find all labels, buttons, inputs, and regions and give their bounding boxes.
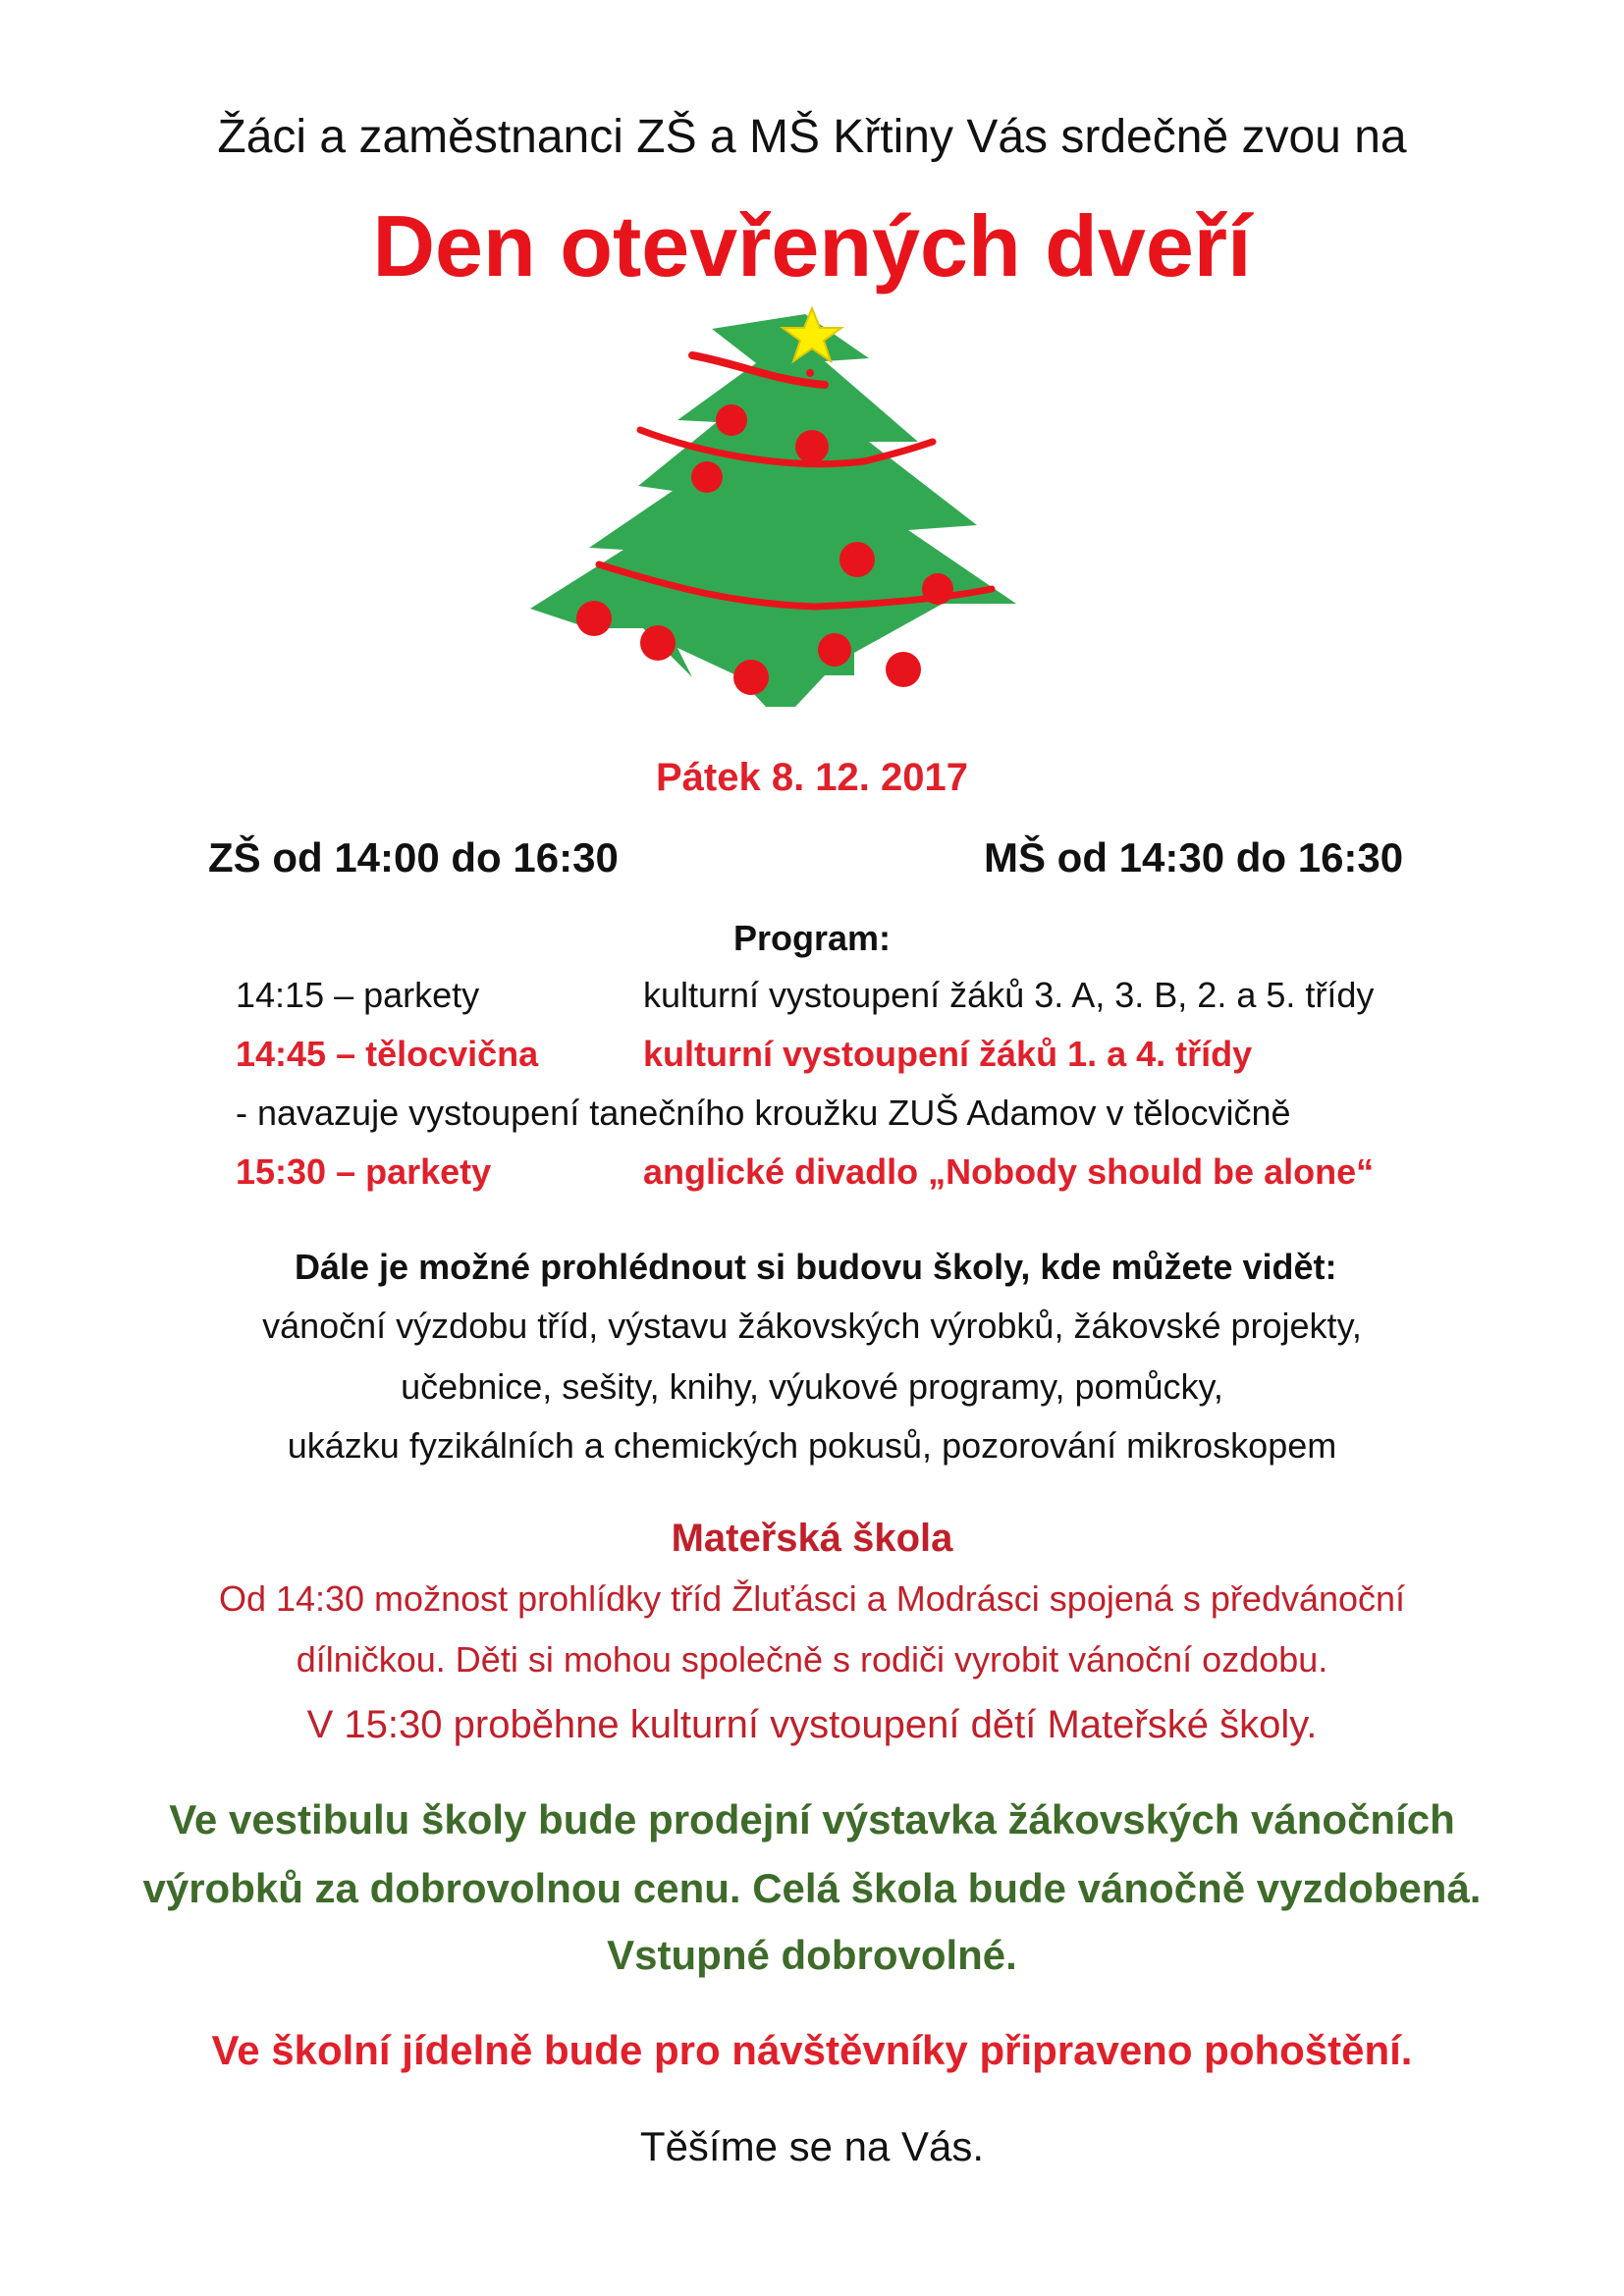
hours-ms: MŠ od 14:30 do 16:30 <box>984 834 1404 881</box>
sale-line: výrobků za dobrovolnou cenu. Celá škola bude vánočně vyzdobená. <box>142 1865 1482 1911</box>
kindergarten-heading: Mateřská škola <box>671 1517 953 1560</box>
program-note: - navazuje vystoupení tanečního kroužku ZUŠ Adamov v tělocvičně <box>236 1093 1291 1133</box>
refreshment-note: Ve školní jídelně bude pro návštěvníky připraveno pohoštění. <box>211 2027 1413 2073</box>
sale-line: Ve vestibulu školy bude prodejní výstavka žákovských vánočních <box>169 1796 1455 1842</box>
tour-line: učebnice, sešity, knihy, výukové programy, pomůcky, <box>401 1366 1223 1407</box>
page-title: Den otevřených dveří <box>372 197 1252 294</box>
tour-line: vánoční výzdobu tříd, výstavu žákovských výrobků, žákovské projekty, <box>262 1306 1362 1346</box>
kindergarten-line: dílničkou. Děti si mohou společně s rodiči vyrobit vánoční ozdobu. <box>296 1639 1328 1680</box>
program-desc: anglické divadlo „Nobody should be alone“ <box>643 1151 1375 1192</box>
intro-text: Žáci a zaměstnanci ZŠ a MŠ Křtiny Vás srdečně zvou na <box>217 111 1407 163</box>
program-label: Program: <box>732 918 892 958</box>
kindergarten-line: V 15:30 proběhne kulturní vystoupení dětí Mateřské školy. <box>306 1703 1318 1746</box>
closing-text: Těšíme se na Vás. <box>639 2123 985 2169</box>
program-time: 14:15 – parkety <box>236 975 480 1015</box>
event-date: Pátek 8. 12. 2017 <box>655 756 969 799</box>
program-desc: kulturní vystoupení žáků 3. A, 3. B, 2. a 5. třídy <box>643 975 1375 1015</box>
hours-zs: ZŠ od 14:00 do 16:30 <box>208 834 619 881</box>
christmas-tree-icon <box>530 304 1100 707</box>
program-time: 15:30 – parkety <box>236 1151 492 1192</box>
tour-heading: Dále je možné prohlédnout si budovu školy, kde můžete vidět: <box>295 1247 1337 1287</box>
tour-line: ukázku fyzikálních a chemických pokusů, pozorování mikroskopem <box>287 1425 1337 1466</box>
kindergarten-line: Od 14:30 možnost prohlídky tříd Žluťásci a Modrásci spojená s předvánoční <box>218 1578 1406 1619</box>
sale-line: Vstupné dobrovolné. <box>607 1932 1017 1978</box>
program-time: 14:45 – tělocvična <box>236 1034 539 1074</box>
program-desc: kulturní vystoupení žáků 1. a 4. třídy <box>643 1034 1253 1074</box>
